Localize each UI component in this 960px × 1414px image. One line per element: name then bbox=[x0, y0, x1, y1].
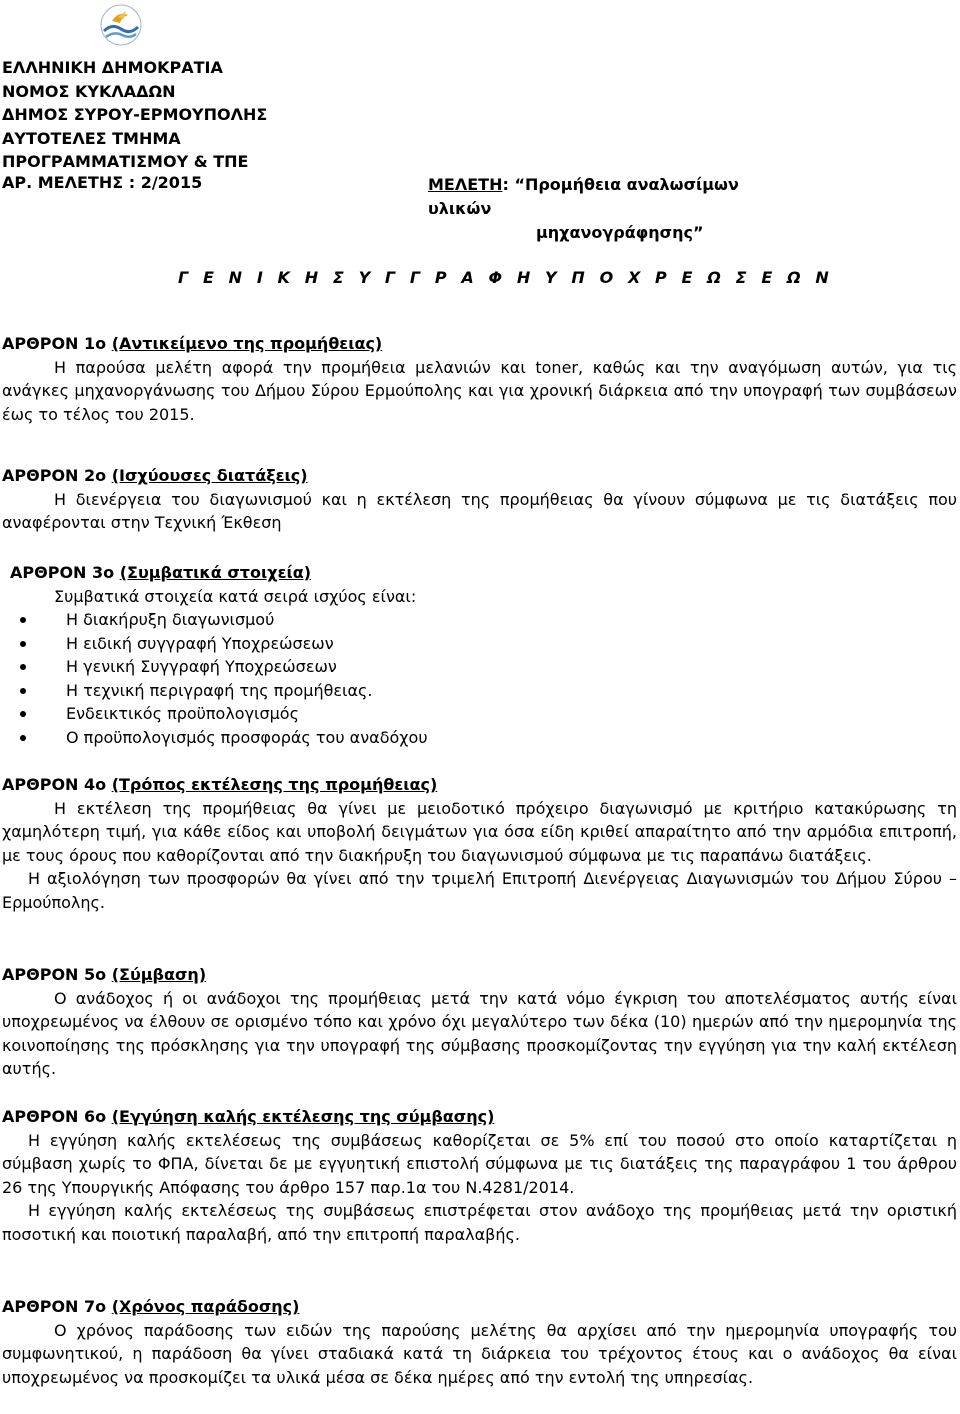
article-number: ΑΡΘΡΟΝ 6ο bbox=[2, 1107, 112, 1126]
article-text: Ο χρόνος παράδοσης των ειδών της παρούσης μελέτης θα αρχίσει από την ημερομηνία υπογραφής του συμφωνητικού, η παράδοση θα γίνει σταδιακά κατά τη διάρκεια του τρέχοντος έτους και ο ανάδοχος θα είναι υποχρεωμένος να προσκομίζει τα υλικά μέσα σε δέκα ημέρες από την εντολή της υπηρεσίας. bbox=[2, 1320, 957, 1387]
list-item-text: Η τεχνική περιγραφή της προμήθειας. bbox=[66, 680, 373, 700]
article-3 bbox=[2, 561, 957, 749]
article-number: ΑΡΘΡΟΝ 7ο bbox=[2, 1297, 112, 1316]
list-item-text: Η διακήρυξη διαγωνισμού bbox=[66, 610, 275, 629]
bullet-icon bbox=[20, 664, 26, 670]
article-heading bbox=[2, 561, 957, 585]
article-text: Η εκτέλεση της προμήθειας θα γίνει με μειοδοτικό πρόχειρο διαγωνισμό με κριτήριο κατακύρωσης τη χαμηλότερη τιμή, για κάθε είδος και υποβολή δειγμάτων για όσα είδη κριθεί απαραίτητο από την αρμόδια επιτροπή, με τους όρους που καθορίζονται από την διακήρυξη του διαγωνισμού σύμφωνα με τις παραπάνω διατάξεις. bbox=[2, 798, 957, 865]
article-intro: Συμβατικά στοιχεία κατά σειρά ισχύος είναι: bbox=[54, 586, 417, 606]
study-label: ΜΕΛΕΤΗ bbox=[428, 175, 503, 194]
list-item bbox=[2, 702, 957, 726]
article-title: (Χρόνος παράδοσης) bbox=[111, 1297, 300, 1316]
article-text-2: Η αξιολόγηση των προσφορών θα γίνει από την τριμελή Επιτροπή Διενέργειας Διαγωνισμών του Δήμου Σύρου – Ερμούπολης. bbox=[2, 869, 957, 912]
article-6 bbox=[2, 1105, 957, 1246]
study-title-line-2: μηχανογράφησης” bbox=[536, 223, 704, 242]
article-number: ΑΡΘΡΟΝ 5ο bbox=[2, 965, 112, 984]
list-item bbox=[2, 655, 957, 679]
study-title-line-1: : “Προμήθεια αναλωσίμων υλικών bbox=[428, 175, 739, 218]
article-title: (Συμβατικά στοιχεία) bbox=[119, 563, 312, 582]
article-text: Ο ανάδοχος ή οι ανάδοχοι της προμήθειας μετά την κατά νόμο έγκριση του αποτελέσματος αυτής είναι υποχρεωμένος να έλθουν σε ορισμένο τόπο και χρόνο όχι μεγαλύτερο των δέκα (10) ημερών από την ημερομηνία της κοινοποίησης της πρόσκλησης για την υπογραφή της σύμβασης προσκομίζοντας την εγγύηση για την καλή εκτέλεση αυτής. bbox=[2, 988, 957, 1078]
article-title: (Αντικείμενο της προμήθειας) bbox=[111, 334, 383, 353]
article-text: Η παρούσα μελέτη αφορά την προμήθεια μελανιών και toner, καθώς και την αναγόμωση αυτών, για τις ανάγκες μηχανοργάνωσης του Δήμου Σύρου Ερμούπολης και για χρονική διάρκεια από την υπογραφή των συμβάσεων έως το τέλος του 2015. bbox=[2, 357, 957, 424]
contract-documents-list bbox=[2, 608, 957, 749]
header-line: ΔΗΜΟΣ ΣΥΡΟΥ-ΕΡΜΟΥΠΟΛΗΣ bbox=[2, 105, 268, 124]
article-number: ΑΡΘΡΟΝ 1ο bbox=[2, 334, 112, 353]
article-title: (Εγγύηση καλής εκτέλεσης της σύμβασης) bbox=[111, 1107, 495, 1126]
article-number: ΑΡΘΡΟΝ 4ο bbox=[2, 775, 112, 794]
article-heading bbox=[2, 1105, 957, 1129]
article-title: (Ισχύουσες διατάξεις) bbox=[111, 466, 308, 485]
article-2 bbox=[2, 464, 957, 535]
study-title bbox=[428, 173, 758, 245]
article-1 bbox=[2, 332, 957, 426]
article-heading bbox=[2, 963, 957, 987]
header-line: ΝΟΜΟΣ ΚΥΚΛΑΔΩΝ bbox=[2, 81, 176, 101]
list-item bbox=[2, 679, 957, 703]
list-item bbox=[2, 608, 957, 632]
bullet-icon bbox=[20, 735, 26, 741]
article-heading bbox=[2, 1295, 957, 1319]
article-heading bbox=[2, 464, 957, 488]
list-item-text: Ενδεικτικός προϋπολογισμός bbox=[66, 704, 299, 723]
article-title: (Σύμβαση) bbox=[111, 965, 207, 984]
bullet-icon bbox=[20, 617, 26, 623]
bullet-icon bbox=[20, 641, 26, 647]
list-item-text: Η ειδική συγγραφή Υποχρεώσεων bbox=[66, 633, 334, 653]
general-title: Γ Ε Ν Ι Κ Η Σ Υ Γ Γ Ρ Α Φ Η Υ Π Ο Χ Ρ Ε Ω Σ Ε Ω Ν bbox=[178, 268, 834, 287]
header-line: ΕΛΛΗΝΙΚΗ ΔΗΜΟΚΡΑΤΙΑ bbox=[2, 58, 223, 77]
list-item bbox=[2, 726, 957, 750]
list-item-text: Η γενική Συγγραφή Υποχρεώσεων bbox=[66, 657, 337, 676]
article-text-2: Η εγγύηση καλής εκτελέσεως της συμβάσεως επιστρέφεται στον ανάδοχο της προμήθειας μετά την οριστική ποσοτική και ποιοτική παραλαβή, από την επιτροπή παραλαβής. bbox=[2, 1201, 957, 1244]
list-item-text: Ο προϋπολογισμός προσφοράς του αναδόχου bbox=[66, 727, 428, 747]
article-7 bbox=[2, 1295, 957, 1389]
article-number: ΑΡΘΡΟΝ 2ο bbox=[2, 466, 112, 485]
list-item bbox=[2, 632, 957, 656]
article-5 bbox=[2, 963, 957, 1081]
issuer-header bbox=[2, 56, 267, 174]
header-line: ΑΥΤΟΤΕΛΕΣ ΤΜΗΜΑ bbox=[2, 128, 181, 148]
bullet-icon bbox=[20, 711, 26, 717]
article-4 bbox=[2, 773, 957, 914]
study-number: ΑΡ. ΜΕΛΕΤΗΣ : 2/2015 bbox=[2, 173, 203, 192]
article-title: (Τρόπος εκτέλεσης της προμήθειας) bbox=[111, 775, 438, 794]
article-text: Η εγγύηση καλής εκτελέσεως της συμβάσεως καθορίζεται σε 5% επί του ποσού στο οποίο καταρτίζεται η σύμβαση χωρίς το ΦΠΑ, δίνεται δε με εγγυητική επιστολή σύμφωνα με τις διατάξεις της παραγράφου 1 του άρθρου 26 της Υπουργικής Απόφασης του άρθρο 157 παρ.1α του Ν.4281/2014. bbox=[2, 1130, 957, 1197]
article-heading bbox=[2, 332, 957, 356]
article-heading bbox=[2, 773, 957, 797]
article-text: Η διενέργεια του διαγωνισμού και η εκτέλεση της προμήθειας θα γίνουν σύμφωνα με τις διατάξεις που αναφέρονται στην Τεχνική Έκθεση bbox=[2, 489, 957, 532]
article-number: ΑΡΘΡΟΝ 3ο bbox=[10, 563, 120, 582]
bullet-icon bbox=[20, 688, 26, 694]
municipality-logo bbox=[96, 3, 146, 47]
header-line: ΠΡΟΓΡΑΜΜΑΤΙΣΜΟΥ & ΤΠΕ bbox=[2, 152, 249, 171]
